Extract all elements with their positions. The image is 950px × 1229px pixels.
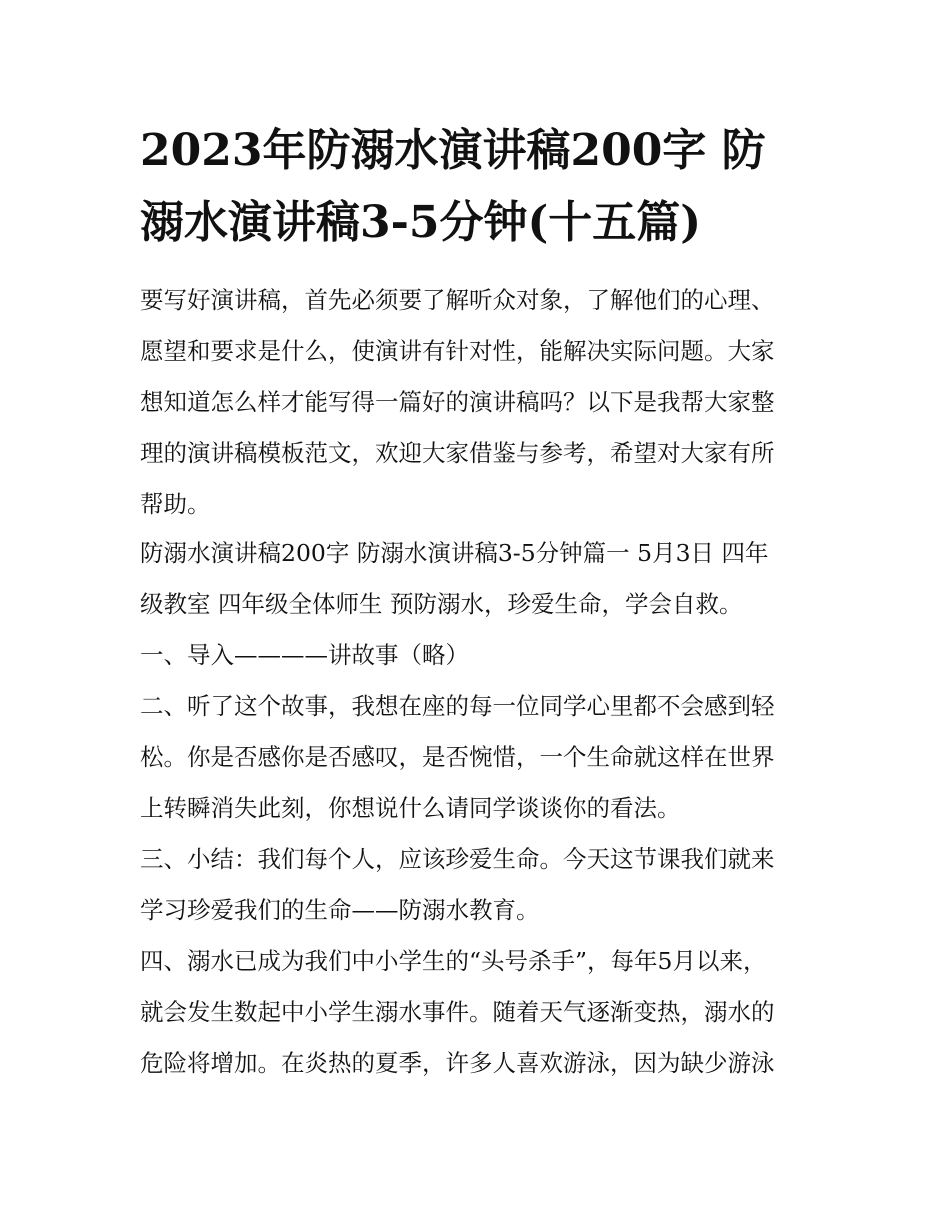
paragraph-line: 就会发生数起中小学生溺水事件。随着天气逐渐变热，溺水的	[140, 998, 775, 1026]
title-line-1: 2023年防溺水演讲稿200字 防	[140, 125, 766, 176]
paragraph-line: 愿望和要求是什么，使演讲有针对性，能解决实际问题。大家	[140, 337, 775, 365]
paragraph-line: 上转瞬消失此刻，你想说什么请同学谈谈你的看法。	[140, 794, 681, 822]
paragraph-line: 四、溺水已成为我们中小学生的“头号杀手”，每年5月以来，	[140, 947, 767, 975]
paragraph-line: 要写好演讲稿，首先必须要了解听众对象，了解他们的心理、	[140, 286, 775, 314]
paragraph-line: 二、听了这个故事，我想在座的每一位同学心里都不会感到轻	[140, 692, 775, 720]
paragraph-line: 理的演讲稿模板范文，欢迎大家借鉴与参考，希望对大家有所	[140, 439, 775, 467]
paragraph-line: 防溺水演讲稿200字 防溺水演讲稿3-5分钟篇一 5月3日 四年	[140, 539, 769, 567]
intro-paragraph	[140, 275, 820, 530]
paragraph-line: 危险将增加。在炎热的夏季，许多人喜欢游泳，因为缺少游泳	[140, 1049, 775, 1077]
lesson-info-paragraph	[140, 528, 820, 630]
paragraph-line: 松。你是否感你是否感叹，是否惋惜，一个生命就这样在世界	[140, 743, 775, 771]
section-one-paragraph	[140, 630, 820, 681]
paragraph-line: 三、小结：我们每个人，应该珍爱生命。今天这节课我们就来	[140, 845, 775, 873]
paragraph-line: 帮助。	[140, 490, 211, 518]
paragraph-line: 学习珍爱我们的生命——防溺水教育。	[140, 896, 540, 924]
paragraph-line: 级教室 四年级全体师生 预防溺水，珍爱生命，学会自救。	[140, 590, 743, 618]
section-four-paragraph	[140, 936, 820, 1089]
document-title	[140, 115, 820, 259]
paragraph-line: 一、导入————讲故事（略）	[140, 641, 469, 669]
title-line-2: 溺水演讲稿3-5分钟(十五篇)	[140, 197, 702, 248]
section-three-paragraph	[140, 834, 820, 936]
paragraph-line: 想知道怎么样才能写得一篇好的演讲稿吗？以下是我帮大家整	[140, 388, 775, 416]
section-two-paragraph	[140, 681, 820, 834]
